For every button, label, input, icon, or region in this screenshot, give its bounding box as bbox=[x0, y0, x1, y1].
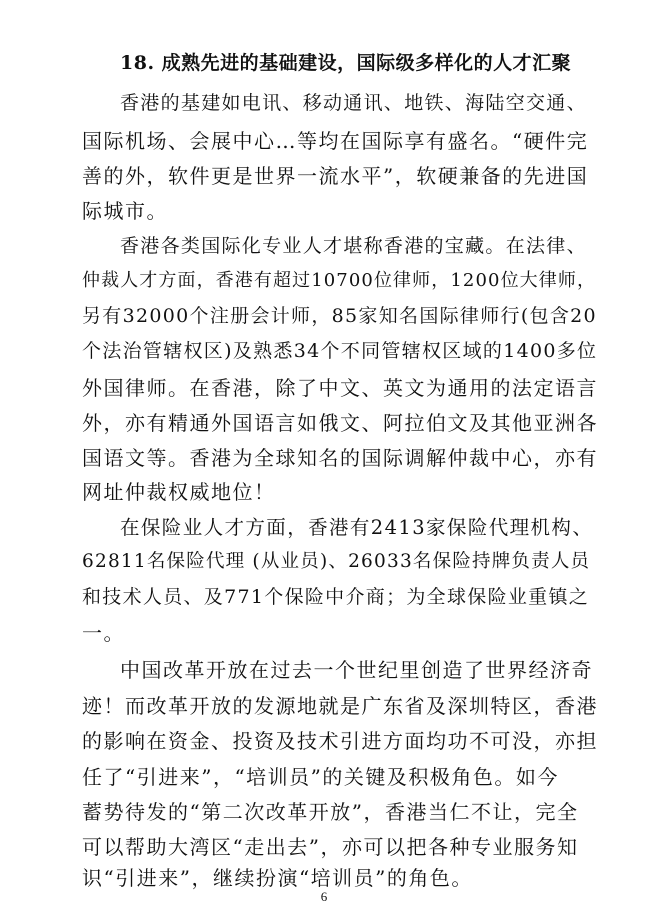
paragraph-3-line-3: 和技术人员、及771个保险中介商；为全球保险业重镇之 bbox=[82, 586, 590, 608]
paragraph-2-line-3: 另有32000个注册会计师，85家知名国际律师行(包含20 bbox=[82, 305, 597, 327]
paragraph-4-line-6: 可以帮助大湾区“走出去”，亦可以把各种专业服务知 bbox=[82, 835, 579, 859]
paragraph-3-line-1: 在保险业人才方面，香港有2413家保险代理机构、 bbox=[120, 516, 594, 539]
section-heading: 18. 成熟先进的基础建设，国际级多样化的人才汇聚 bbox=[120, 52, 572, 74]
paragraph-2-line-4: 个法治管辖权区)及熟悉34个不同管辖权区域的1400多位 bbox=[82, 340, 598, 362]
paragraph-1-line-2: 国际机场、会展中心…等均在国际享有盛名。“硬件完 bbox=[82, 129, 589, 153]
paragraph-2-line-7: 国语文等。香港为全球知名的国际调解仲裁中心，亦有 bbox=[82, 446, 598, 470]
paragraph-4-line-5: 蓄势待发的“第二次改革开放”，香港当仁不让，完全 bbox=[82, 800, 579, 824]
paragraph-4-line-3: 的影响在资金、投资及技术引进方面均功不可没，亦担 bbox=[82, 729, 598, 753]
paragraph-2-line-5: 外国律师。在香港，除了中文、英文为通用的法定语言 bbox=[82, 376, 598, 400]
paragraph-3-line-2: 62811名保险代理 (从业员)、26033名保险持牌负责人员 bbox=[82, 551, 591, 572]
paragraph-4-line-7: 识“引进来”，继续扮演“培训员”的角色。 bbox=[82, 866, 473, 890]
paragraph-3-line-4: 一。 bbox=[82, 621, 125, 645]
paragraph-4-line-1: 中国改革开放在过去一个世纪里创造了世界经济奇 bbox=[120, 658, 593, 682]
paragraph-4-line-2: 迹！而改革开放的发源地就是广东省及深圳特区，香港 bbox=[82, 694, 598, 718]
paragraph-1-line-3: 善的外，软件更是世界一流水平”，软硬兼备的先进国 bbox=[82, 164, 589, 188]
paragraph-1-line-4: 际城市。 bbox=[82, 199, 168, 223]
paragraph-2-line-2: 仲裁人才方面，香港有超过10700位律师，1200位大律师， bbox=[82, 270, 597, 291]
paragraph-2-line-6: 外，亦有精通外国语言如俄文、阿拉伯文及其他亚洲各 bbox=[82, 411, 598, 435]
paragraph-2-line-8: 网址仲裁权威地位！ bbox=[82, 480, 276, 504]
paragraph-4-line-4: 任了“引进来”，“培训员”的关键及积极角色。如今 bbox=[82, 765, 559, 789]
paragraph-2-line-1: 香港各类国际化专业人才堪称香港的宝藏。在法律、 bbox=[120, 235, 587, 257]
paragraph-1-line-1: 香港的基建如电讯、移动通讯、地铁、海陆空交通、 bbox=[120, 92, 587, 114]
page-number: 6 bbox=[320, 889, 328, 904]
